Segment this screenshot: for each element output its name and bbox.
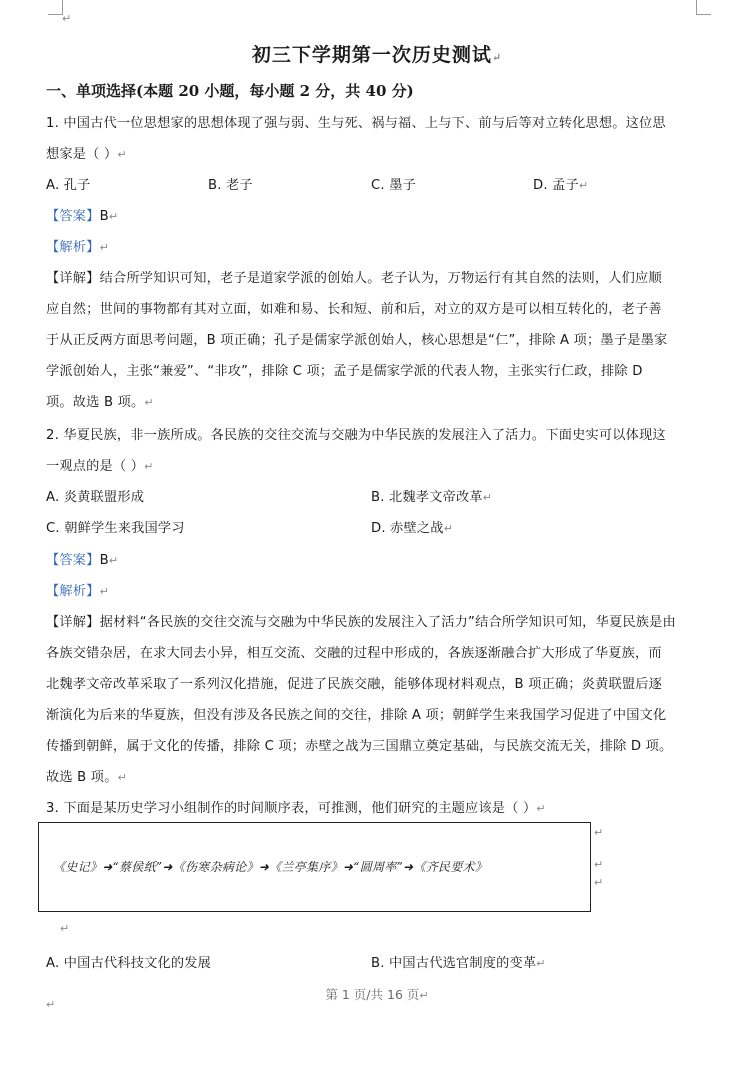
q1-detail-line1: 【详解】结合所学知识可知，老子是道家学派的创始人。老子认为，万物运行有其自然的法则，人们应顺	[46, 271, 662, 286]
q2-detail-line5: 传播到朝鲜，属于文化的传播，排除 C 项；赤壁之战为三国鼎立奠定基础，与民族交流无关，排除 D 项。	[46, 739, 673, 754]
q2-detail-line1: 【详解】据材料“各民族的交往交流与交融为中华民族的发展注入了活力”结合所学知识可知，华夏民族是由	[46, 615, 676, 630]
paragraph-mark: ↵	[46, 998, 56, 1011]
q2-detail-line2: 各族交错杂居，在求大同去小异，相互交流、交融的过程中形成的，各族逐渐融合扩大形成了华夏族，而	[46, 646, 662, 661]
paragraph-mark: ↵	[60, 922, 70, 935]
q2-option-c: C. 朝鲜学生来我国学习	[46, 521, 185, 536]
q1-stem-line1: 1. 中国古代一位思想家的思想体现了强与弱、生与死、祸与福、上与下、前与后等对立转化思想。这位思	[46, 116, 666, 131]
page-footer: 第 1 页/共 16 页↵	[325, 987, 429, 1002]
paragraph-mark: ↵	[594, 826, 604, 839]
q2-detail-line4: 渐演化为后来的华夏族，但没有涉及各民族之间的交往，排除 A 项；朝鲜学生来我国学习促进了中国文化	[46, 708, 667, 723]
q2-detail-line6: 故选 B 项。↵	[46, 770, 128, 785]
q3-option-a: A. 中国古代科技文化的发展	[46, 956, 212, 971]
paragraph-mark: ↵	[62, 12, 72, 25]
q1-detail-line5: 项。故选 B 项。↵	[46, 395, 154, 410]
crop-mark-top-right	[696, 0, 711, 15]
timeline-box	[38, 822, 591, 912]
q1-detail-line2: 应自然；世间的事物都有其对立面，如难和易、长和短、前和后，对立的双方是可以相互转化的，老子善	[46, 302, 662, 317]
q3-option-b: B. 中国古代选官制度的变革↵	[371, 956, 546, 971]
q1-analysis-label: 【解析】↵	[46, 240, 109, 255]
q1-option-c: C. 墨子	[371, 178, 416, 193]
q1-option-b: B. 老子	[208, 178, 253, 193]
paragraph-mark: ↵	[594, 876, 604, 889]
section-heading: 一、单项选择(本题 20 小题，每小题 2 分，共 40 分)	[46, 82, 414, 100]
q1-detail-line4: 学派创始人，主张“兼爱”、“非攻”，排除 C 项；孟子是儒家学派的代表人物，主张实行仁政，排除 D	[46, 364, 643, 379]
q1-option-d: D. 孟子↵	[533, 178, 589, 193]
q1-detail-line3: 于从正反两方面思考问题，B 项正确；孔子是儒家学派创始人，核心思想是“仁”，排除 A 项；墨子是墨家	[46, 333, 668, 348]
q2-option-b: B. 北魏孝文帝改革↵	[371, 490, 493, 505]
q3-stem-line1: 3. 下面是某历史学习小组制作的时间顺序表，可推测，他们研究的主题应该是（ ）↵	[46, 801, 546, 816]
q1-stem-line2: 想家是（ ）↵	[46, 147, 127, 162]
timeline-text: 《史记》➜“蔡侯纸”➜《伤寒杂病论》➜《兰亭集序》➜“圆周率”➜《齐民要术》	[53, 860, 488, 874]
q1-answer: 【答案】B↵	[46, 209, 119, 224]
q2-stem-line2: 一观点的是（ ）↵	[46, 459, 154, 474]
paragraph-mark: ↵	[594, 858, 604, 871]
q2-stem-line1: 2. 华夏民族，非一族所成。各民族的交往交流与交融为中华民族的发展注入了活力。下面史实可以体现这	[46, 428, 666, 443]
crop-mark-top-left	[48, 0, 63, 15]
q2-analysis-label: 【解析】↵	[46, 584, 109, 599]
q2-option-d: D. 赤壁之战↵	[371, 521, 454, 536]
page-title: 初三下学期第一次历史测试↵	[251, 44, 503, 66]
q2-answer: 【答案】B↵	[46, 553, 119, 568]
q1-option-a: A. 孔子	[46, 178, 91, 193]
q2-option-a: A. 炎黄联盟形成	[46, 490, 145, 505]
q2-detail-line3: 北魏孝文帝改革采取了一系列汉化措施，促进了民族交融，能够体现材料观点，B 项正确；炎黄联盟后逐	[46, 677, 663, 692]
